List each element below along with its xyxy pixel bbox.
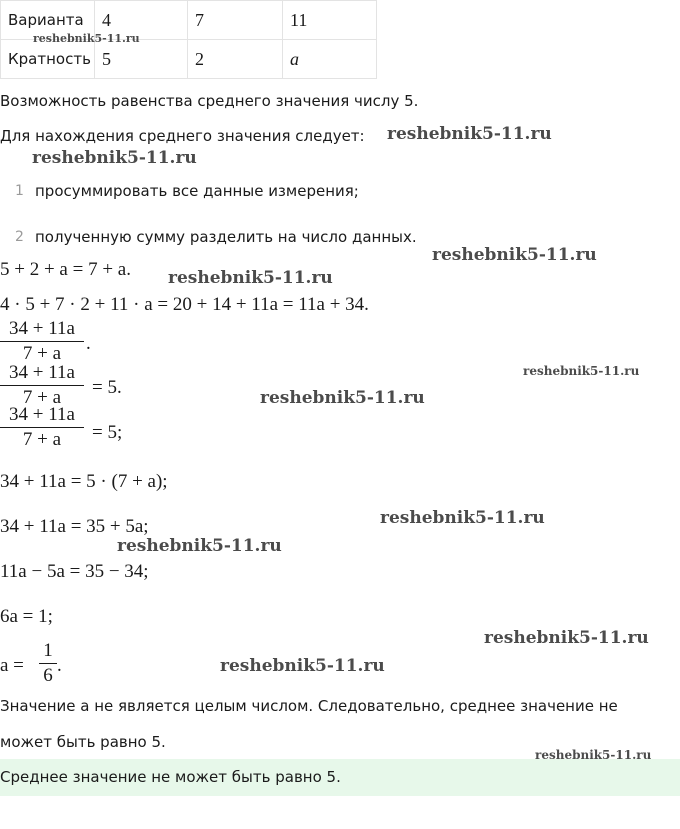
watermark: reshebnik5-11.ru — [387, 124, 552, 144]
equation-step-1: 34 + 11a = 5 · (7 + a); — [0, 471, 168, 492]
watermark: reshebnik5-11.ru — [32, 148, 197, 168]
fraction-numerator: 34 + 11a — [9, 318, 75, 339]
equation-step-4: 6a = 1; — [0, 606, 53, 627]
fraction-tail: = 5. — [92, 377, 122, 398]
watermark: reshebnik5-11.ru — [260, 388, 425, 408]
fraction-bar — [0, 427, 84, 428]
fraction-denominator: 7 + a — [22, 343, 62, 364]
fraction-tail: . — [57, 655, 62, 676]
watermark: reshebnik5-11.ru — [484, 628, 649, 648]
watermark: reshebnik5-11.ru — [380, 508, 545, 528]
fraction-denominator: 7 + a — [22, 429, 62, 450]
fraction-denominator: 7 + a — [22, 387, 62, 408]
step-number: 2 — [15, 229, 24, 245]
fraction-numerator: 1 — [43, 640, 53, 661]
fraction-bar — [0, 385, 84, 386]
intro-text: Возможность равенства среднего значения числу 5. — [0, 92, 419, 110]
answer-text: Среднее значение не может быть равно 5. — [0, 768, 341, 786]
table-cell: 4 — [95, 1, 188, 40]
table-row — [1, 40, 377, 79]
watermark: reshebnik5-11.ru — [523, 364, 640, 378]
watermark: reshebnik5-11.ru — [168, 268, 333, 288]
table-cell: Кратность — [1, 40, 95, 79]
table-cell: 5 — [95, 40, 188, 79]
table-cell: 2 — [188, 40, 283, 79]
table-cell: Варианта — [1, 1, 95, 40]
fraction-bar — [39, 663, 57, 664]
fraction-numerator: 34 + 11a — [9, 404, 75, 425]
step-number: 1 — [15, 183, 24, 199]
table-cell: a — [283, 40, 377, 79]
answer-box — [0, 759, 680, 796]
fraction-bar — [0, 341, 84, 342]
fraction-mean — [0, 404, 84, 451]
watermark: reshebnik5-11.ru — [220, 656, 385, 676]
table-cell: 7 — [188, 1, 283, 40]
table-cell: 11 — [283, 1, 377, 40]
equation-sum-count: 5 + 2 + a = 7 + a. — [0, 259, 131, 280]
conclusion-line-1: Значение a не является целым числом. Следовательно, среднее значение не — [0, 697, 618, 715]
equation-step-3: 11a − 5a = 35 − 34; — [0, 561, 149, 582]
fraction-result — [39, 640, 57, 687]
fraction-tail: = 5; — [92, 422, 123, 443]
method-intro-text: Для нахождения среднего значения следует: — [0, 127, 365, 145]
step-text: полученную сумму разделить на число данных. — [35, 228, 417, 246]
fraction-mean — [0, 318, 84, 365]
fraction-numerator: 34 + 11a — [9, 362, 75, 383]
equation-step-2: 34 + 11a = 35 + 5a; — [0, 516, 149, 537]
watermark: reshebnik5-11.ru — [117, 536, 282, 556]
watermark: reshebnik5-11.ru — [33, 32, 140, 45]
equation-result-lhs: a = — [0, 655, 24, 676]
fraction-denominator: 6 — [43, 665, 53, 686]
fraction-tail: . — [86, 333, 91, 354]
watermark: reshebnik5-11.ru — [432, 245, 597, 265]
fraction-mean — [0, 362, 84, 409]
equation-weighted-sum: 4 · 5 + 7 · 2 + 11 · a = 20 + 14 + 11a = 11a + 34. — [0, 294, 369, 315]
conclusion-line-2: может быть равно 5. — [0, 733, 166, 751]
step-text: просуммировать все данные измерения; — [35, 182, 359, 200]
watermark: reshebnik5-11.ru — [535, 748, 652, 762]
